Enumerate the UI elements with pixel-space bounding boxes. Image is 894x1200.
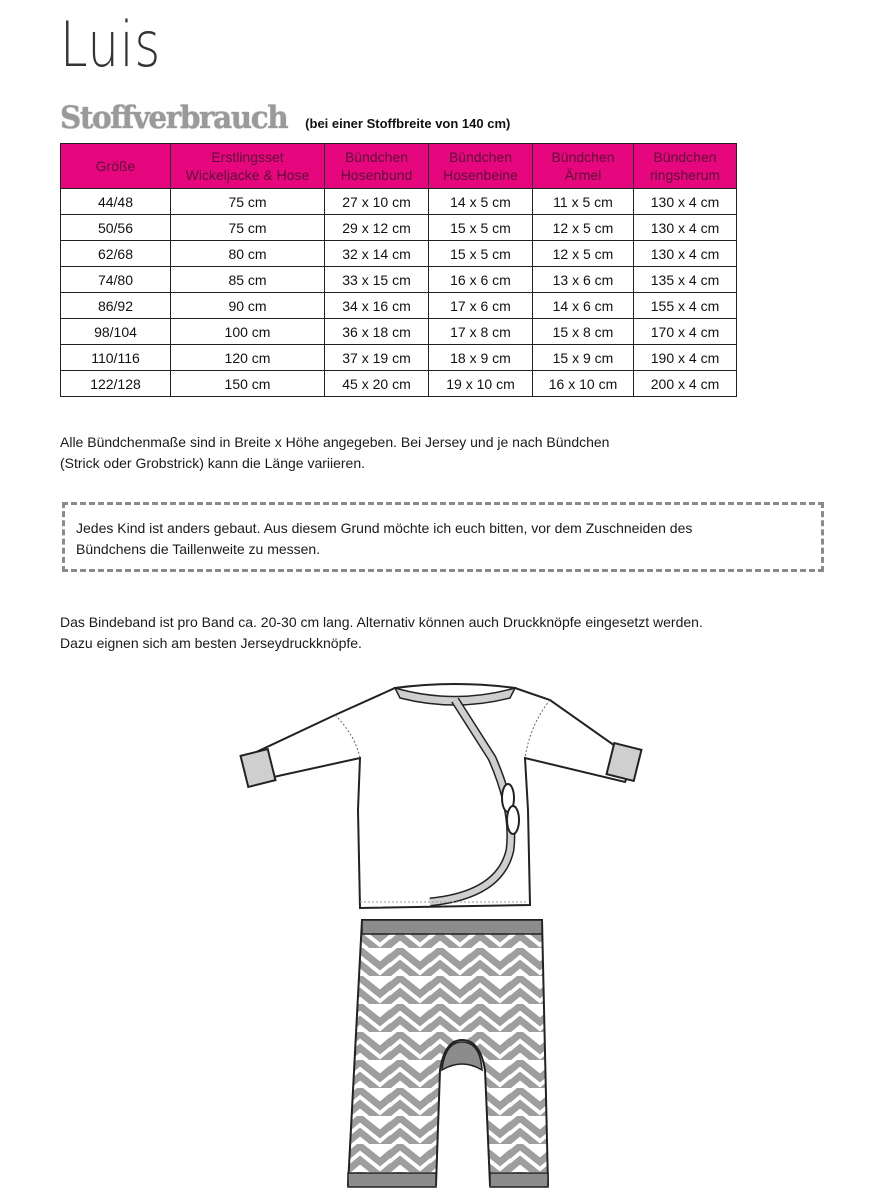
cell-binding: 130 x 4 cm: [634, 215, 737, 241]
cell-sleeve-cuffs: 11 x 5 cm: [533, 189, 634, 215]
cell-waistband: 34 x 16 cm: [325, 293, 429, 319]
pattern-title: Luis: [60, 8, 162, 81]
cell-waistband: 32 x 14 cm: [325, 241, 429, 267]
cell-first-set: 150 cm: [171, 371, 325, 397]
table-row: [61, 241, 737, 267]
table-row: [61, 319, 737, 345]
cell-first-set: 90 cm: [171, 293, 325, 319]
cell-leg-cuffs: 15 x 5 cm: [429, 215, 533, 241]
cell-leg-cuffs: 19 x 10 cm: [429, 371, 533, 397]
cell-size: 122/128: [61, 371, 171, 397]
garment-illustration: [230, 670, 650, 1190]
table-row: [61, 267, 737, 293]
table-row: [61, 189, 737, 215]
cell-leg-cuffs: 18 x 9 cm: [429, 345, 533, 371]
cell-binding: 130 x 4 cm: [634, 241, 737, 267]
column-header-sleeve-cuffs: Bündchen Ärmel: [533, 144, 634, 189]
cell-size: 98/104: [61, 319, 171, 345]
cell-first-set: 75 cm: [171, 215, 325, 241]
cell-sleeve-cuffs: 15 x 8 cm: [533, 319, 634, 345]
cell-waistband: 45 x 20 cm: [325, 371, 429, 397]
cell-first-set: 85 cm: [171, 267, 325, 293]
cell-size: 86/92: [61, 293, 171, 319]
column-header-waistband: Bündchen Hosenbund: [325, 144, 429, 189]
fabric-usage-table: [60, 143, 737, 397]
cell-sleeve-cuffs: 12 x 5 cm: [533, 241, 634, 267]
cell-waistband: 37 x 19 cm: [325, 345, 429, 371]
tie-band-note: Das Bindeband ist pro Band ca. 20-30 cm lang. Alternativ können auch Druckknöpfe eingesetzt werden. Dazu eignen sich am besten Jerseydruckknöpfe.: [60, 614, 703, 651]
cell-waistband: 29 x 12 cm: [325, 215, 429, 241]
column-header-first-set: Erstlingsset Wickeljacke & Hose: [171, 144, 325, 189]
cell-first-set: 80 cm: [171, 241, 325, 267]
table-row: [61, 345, 737, 371]
cell-binding: 135 x 4 cm: [634, 267, 737, 293]
cell-first-set: 100 cm: [171, 319, 325, 345]
cell-waistband: 33 x 15 cm: [325, 267, 429, 293]
column-header-size: Größe: [61, 144, 171, 189]
cell-binding: 190 x 4 cm: [634, 345, 737, 371]
fabric-usage-heading: [60, 100, 510, 136]
cell-sleeve-cuffs: 14 x 6 cm: [533, 293, 634, 319]
cell-leg-cuffs: 17 x 8 cm: [429, 319, 533, 345]
cell-first-set: 75 cm: [171, 189, 325, 215]
cell-binding: 155 x 4 cm: [634, 293, 737, 319]
column-header-binding-all-round: Bündchen ringsherum: [634, 144, 737, 189]
cell-first-set: 120 cm: [171, 345, 325, 371]
cell-size: 62/68: [61, 241, 171, 267]
table-row: [61, 293, 737, 319]
cell-binding: 200 x 4 cm: [634, 371, 737, 397]
cell-waistband: 27 x 10 cm: [325, 189, 429, 215]
cell-leg-cuffs: 17 x 6 cm: [429, 293, 533, 319]
cell-size: 50/56: [61, 215, 171, 241]
cell-sleeve-cuffs: 16 x 10 cm: [533, 371, 634, 397]
cell-size: 74/80: [61, 267, 171, 293]
cuff-measurement-note: Alle Bündchenmaße sind in Breite x Höhe angegeben. Bei Jersey und je nach Bündchen (Strick oder Grobstrick) kann die Länge variieren.: [60, 434, 610, 471]
fabric-usage-title: Stoffverbrauch: [60, 100, 288, 136]
cell-leg-cuffs: 14 x 5 cm: [429, 189, 533, 215]
cell-sleeve-cuffs: 15 x 9 cm: [533, 345, 634, 371]
table-row: [61, 371, 737, 397]
cell-sleeve-cuffs: 13 x 6 cm: [533, 267, 634, 293]
cell-size: 44/48: [61, 189, 171, 215]
cell-leg-cuffs: 16 x 6 cm: [429, 267, 533, 293]
wrap-jacket-icon: [241, 684, 642, 908]
cell-waistband: 36 x 18 cm: [325, 319, 429, 345]
cell-binding: 130 x 4 cm: [634, 189, 737, 215]
table-row: [61, 215, 737, 241]
cell-binding: 170 x 4 cm: [634, 319, 737, 345]
waist-measure-hint: Jedes Kind ist anders gebaut. Aus diesem Grund möchte ich euch bitten, vor dem Zuschneiden des Bündchens die Taillenweite zu messen.: [76, 520, 693, 557]
cell-size: 110/116: [61, 345, 171, 371]
column-header-leg-cuffs: Bündchen Hosenbeine: [429, 144, 533, 189]
cell-sleeve-cuffs: 12 x 5 cm: [533, 215, 634, 241]
cell-leg-cuffs: 15 x 5 cm: [429, 241, 533, 267]
table-header-row: [61, 144, 737, 189]
fabric-width-note: (bei einer Stoffbreite von 140 cm): [305, 116, 511, 131]
chevron-pants-icon: [348, 920, 548, 1187]
